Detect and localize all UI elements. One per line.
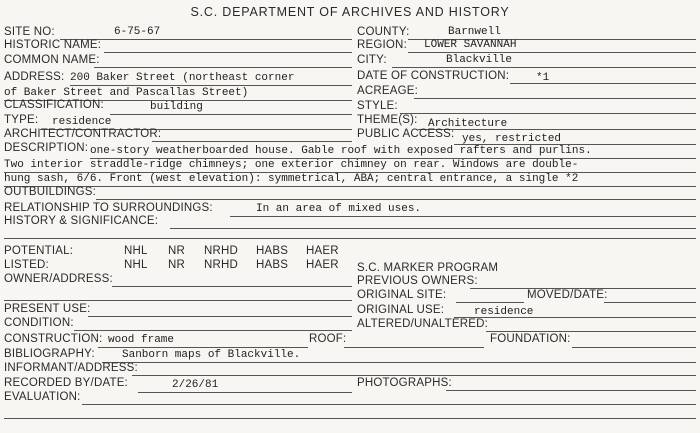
relationship-value: In an area of mixed uses. bbox=[256, 203, 422, 215]
photographs-label: PHOTOGRAPHS: bbox=[357, 377, 452, 389]
style-line bbox=[400, 113, 696, 114]
bibliography-line bbox=[102, 362, 696, 363]
description-line-3: hung sash, 6/6. Front (west elevation): symmetrical, ABA; central entrance, a single *2 bbox=[4, 173, 579, 185]
form-title: S.C. DEPARTMENT OF ARCHIVES AND HISTORY bbox=[190, 5, 510, 19]
listed-nrhd: NRHD bbox=[204, 259, 239, 271]
original-site-line bbox=[456, 302, 524, 303]
evaluation-label: EVALUATION: bbox=[4, 391, 81, 403]
region-label: REGION: bbox=[357, 39, 407, 51]
architect-label: ARCHITECT/CONTRACTOR: bbox=[4, 128, 162, 140]
county-value: Barnwell bbox=[448, 26, 501, 38]
potential-label: POTENTIAL: bbox=[4, 245, 74, 257]
county-label: COUNTY: bbox=[357, 26, 410, 38]
potential-nhl: NHL bbox=[124, 245, 148, 257]
potential-nrhd: NRHD bbox=[204, 245, 239, 257]
altered-line bbox=[486, 331, 696, 332]
recorded-date-value: 2/26/81 bbox=[172, 379, 219, 391]
region-line bbox=[408, 52, 696, 53]
owner-line bbox=[112, 286, 352, 287]
site-no-label: SITE NO: bbox=[4, 26, 55, 38]
roof-line bbox=[344, 347, 484, 348]
previous-owners-label: PREVIOUS OWNERS: bbox=[357, 275, 478, 287]
address-line-2: of Baker Street and Pascallas Street) bbox=[4, 87, 249, 99]
acreage-line bbox=[414, 98, 696, 99]
altered-label: ALTERED/UNALTERED: bbox=[357, 318, 488, 330]
history-line bbox=[170, 228, 696, 229]
original-site-label: ORIGINAL SITE: bbox=[357, 289, 447, 301]
evaluation-line bbox=[82, 404, 696, 405]
moved-date-label: MOVED/DATE: bbox=[527, 289, 608, 301]
relationship-line bbox=[230, 216, 696, 217]
original-use-label: ORIGINAL USE: bbox=[357, 304, 445, 316]
themes-value: Architecture bbox=[428, 118, 508, 130]
recorded-line bbox=[138, 392, 352, 393]
sc-marker-label: S.C. MARKER PROGRAM bbox=[357, 262, 499, 274]
common-name-line bbox=[94, 67, 352, 68]
description-label: DESCRIPTION: bbox=[4, 142, 89, 154]
history-label: HISTORY & SIGNIFICANCE: bbox=[4, 215, 159, 227]
construction-value: wood frame bbox=[108, 334, 175, 346]
relationship-label: RELATIONSHIP TO SURROUNDINGS: bbox=[4, 202, 213, 214]
potential-nr: NR bbox=[168, 245, 186, 257]
site-no-line bbox=[60, 39, 352, 40]
outbuildings-label: OUTBUILDINGS: bbox=[4, 186, 97, 198]
original-use-line bbox=[454, 317, 696, 318]
owner-line-2 bbox=[4, 300, 352, 301]
acreage-label: ACREAGE: bbox=[357, 85, 419, 97]
informant-line bbox=[132, 375, 696, 376]
condition-label: CONDITION: bbox=[4, 317, 74, 329]
city-label: CITY: bbox=[357, 54, 387, 66]
listed-nhl: NHL bbox=[124, 259, 148, 271]
moved-date-line bbox=[604, 302, 696, 303]
evaluation-line-2 bbox=[4, 418, 696, 419]
bibliography-value: Sanborn maps of Blackville. bbox=[122, 349, 301, 361]
description-line-2: Two interior straddle-ridge chimneys; one exterior chimney on rear. Windows are double- bbox=[4, 159, 579, 171]
address-label: ADDRESS: bbox=[4, 71, 65, 83]
type-value: residence bbox=[52, 116, 112, 128]
potential-habs: HABS bbox=[256, 245, 289, 257]
common-name-label: COMMON NAME: bbox=[4, 54, 100, 66]
outbuildings-line bbox=[96, 199, 696, 200]
listed-haer: HAER bbox=[306, 259, 339, 271]
listed-habs: HABS bbox=[256, 259, 289, 271]
architect-line bbox=[152, 141, 352, 142]
city-line bbox=[392, 67, 696, 68]
informant-label: INFORMANT/ADDRESS: bbox=[4, 362, 138, 374]
owner-label: OWNER/ADDRESS: bbox=[4, 273, 113, 285]
type-label: TYPE: bbox=[4, 114, 39, 126]
listed-nr: NR bbox=[168, 259, 186, 271]
public-access-value: yes, restricted bbox=[462, 133, 562, 145]
address-line-1-rule bbox=[70, 85, 352, 86]
themes-line bbox=[418, 129, 696, 130]
public-access-label: PUBLIC ACCESS: bbox=[357, 128, 455, 140]
bibliography-label: BIBLIOGRAPHY: bbox=[4, 348, 95, 360]
original-use-value: residence bbox=[474, 306, 534, 318]
date-construction-label: DATE OF CONSTRUCTION: bbox=[357, 70, 510, 82]
site-no-value: 6-75-67 bbox=[114, 26, 161, 38]
date-construction-value: *1 bbox=[536, 72, 550, 84]
potential-haer: HAER bbox=[306, 245, 339, 257]
recorded-label: RECORDED BY/DATE: bbox=[4, 377, 128, 389]
listed-label: LISTED: bbox=[4, 259, 49, 271]
historic-name-label: HISTORIC NAME: bbox=[4, 39, 102, 51]
themes-label: THEME(S): bbox=[357, 114, 418, 126]
date-construction-line bbox=[510, 83, 696, 84]
roof-label: ROOF: bbox=[309, 333, 347, 345]
historic-name-line bbox=[104, 52, 352, 53]
construction-line bbox=[98, 347, 308, 348]
present-use-line bbox=[88, 316, 352, 317]
city-value: Blackville bbox=[446, 54, 513, 66]
style-label: STYLE: bbox=[357, 100, 398, 112]
foundation-line bbox=[572, 347, 696, 348]
classification-line bbox=[110, 114, 352, 115]
photographs-line bbox=[446, 390, 696, 391]
history-line-2 bbox=[4, 238, 696, 239]
description-rule-3 bbox=[4, 186, 696, 187]
classification-value: building bbox=[150, 101, 203, 113]
classification-label: CLASSIFICATION: bbox=[4, 99, 104, 111]
region-value: LOWER SAVANNAH bbox=[424, 39, 517, 51]
address-line-1: 200 Baker Street (northeast corner bbox=[70, 72, 295, 84]
foundation-label: FOUNDATION: bbox=[490, 333, 571, 345]
condition-line bbox=[74, 330, 352, 331]
present-use-label: PRESENT USE: bbox=[4, 303, 91, 315]
construction-label: CONSTRUCTION: bbox=[4, 333, 103, 345]
description-line-1: one-story weatherboarded house. Gable roof with exposed rafters and purlins. bbox=[90, 145, 592, 157]
